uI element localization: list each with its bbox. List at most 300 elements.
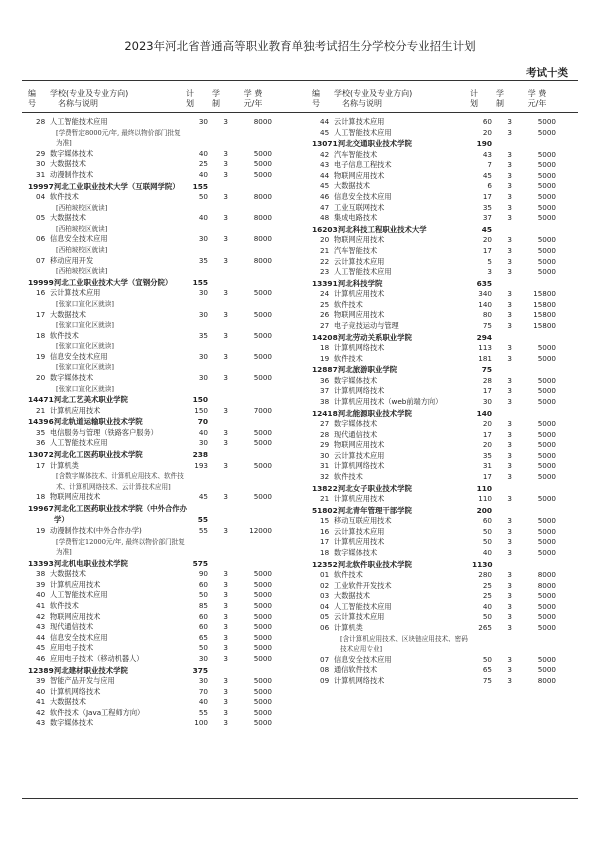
major-code: 45	[320, 181, 330, 191]
major-fee: 5000	[253, 590, 272, 600]
major-fee: 5000	[253, 460, 272, 470]
major-row	[28, 590, 300, 601]
major-fee: 5000	[253, 438, 272, 448]
major-note	[28, 138, 300, 149]
major-fee: 5000	[537, 127, 556, 137]
major-code: 29	[36, 148, 46, 158]
major-name: 云计算技术应用	[334, 612, 385, 622]
major-plan: 30	[198, 309, 208, 319]
major-fee: 5000	[537, 665, 556, 675]
major-row	[312, 128, 584, 139]
major-code: 06	[36, 234, 46, 244]
major-name: 数字媒体技术	[334, 375, 378, 385]
major-code: 40	[36, 686, 46, 696]
major-code: 05	[36, 213, 46, 223]
major-fee: 5000	[537, 170, 556, 180]
major-plan: 37	[482, 213, 492, 223]
major-length: 3	[223, 405, 228, 415]
major-row	[312, 289, 584, 300]
major-fee: 5000	[253, 288, 272, 298]
page-title: 2023年河北省普通高等职业教育单独考试招生分学校分专业招生计划	[124, 39, 476, 53]
major-fee: 5000	[537, 267, 556, 277]
major-plan: 90	[198, 569, 208, 579]
major-code: 05	[320, 612, 330, 622]
major-note	[28, 128, 300, 139]
major-code: 31	[320, 461, 330, 471]
major-fee: 5000	[253, 611, 272, 621]
major-plan: 40	[198, 427, 208, 437]
major-name: 动漫制作技术	[50, 169, 94, 179]
major-row	[312, 548, 584, 559]
major-fee: 5000	[253, 622, 272, 632]
major-plan: 50	[482, 612, 492, 622]
major-row	[28, 310, 300, 321]
major-name: 物联网应用技术	[334, 235, 385, 245]
major-length: 3	[223, 117, 228, 126]
plan-column-left	[28, 117, 300, 729]
major-name: 云计算技术应用	[334, 450, 385, 460]
header-fee-line1: 学 费	[527, 89, 547, 98]
major-name: 物联网应用技术	[50, 492, 101, 502]
major-name: 大数据技术	[50, 213, 86, 223]
major-code: 37	[320, 386, 330, 396]
major-length: 3	[223, 686, 228, 696]
major-row	[312, 257, 584, 268]
major-name: 云计算技术应用	[50, 288, 101, 298]
school-row	[312, 408, 584, 420]
school-plan-total: 375	[192, 665, 208, 675]
major-length: 3	[507, 149, 512, 159]
school-name: 河北科技学院	[338, 278, 383, 288]
major-row	[28, 170, 300, 181]
major-note-text: [含数字媒体技术、计算机应用技术、软件技	[56, 472, 184, 481]
school-plan-total: 45	[481, 224, 492, 234]
major-row	[28, 461, 300, 472]
major-name: 数字媒体技术	[334, 419, 378, 429]
major-name: 动漫制作技术(中外合作办学)	[50, 525, 142, 535]
major-name: 大数据技术	[50, 569, 86, 579]
major-plan: 265	[478, 623, 492, 633]
major-row	[28, 492, 300, 503]
major-name: 物联网应用技术	[334, 440, 385, 450]
school-plan-total: 200	[476, 505, 492, 515]
school-code: 12352	[312, 559, 338, 569]
school-row	[28, 514, 300, 526]
major-length: 3	[507, 461, 512, 471]
major-fee: 7000	[253, 405, 272, 415]
major-code: 18	[36, 330, 46, 340]
major-name: 软件技术（Java工程师方向）	[50, 707, 145, 717]
major-row	[28, 149, 300, 160]
header-plan: 计划	[186, 89, 194, 108]
major-code: 17	[36, 309, 46, 319]
major-length: 3	[223, 255, 228, 265]
major-fee: 15800	[533, 321, 556, 330]
major-length: 3	[223, 460, 228, 470]
major-fee: 5000	[537, 181, 556, 191]
major-length: 3	[507, 267, 512, 277]
major-name: 软件技术	[334, 570, 363, 580]
header-school	[334, 89, 484, 109]
major-name: 信息安全技术应用	[334, 192, 392, 202]
major-fee: 5000	[253, 569, 272, 579]
major-name: 汽车智能技术	[334, 149, 378, 159]
major-code: 21	[320, 245, 330, 255]
major-row	[312, 623, 584, 634]
major-row	[28, 654, 300, 665]
school-name: 河北工艺美术职业学院	[54, 395, 128, 405]
major-name: 软件技术	[334, 353, 363, 363]
school-row	[312, 278, 584, 290]
major-length: 3	[223, 492, 228, 502]
major-name: 云计算技术应用	[334, 526, 385, 536]
major-length: 3	[507, 396, 512, 406]
major-plan: 30	[482, 396, 492, 406]
major-code: 04	[320, 601, 330, 611]
header-length: 学制	[212, 89, 220, 108]
major-fee: 5000	[253, 653, 272, 663]
major-name: 数字媒体技术	[50, 718, 94, 728]
major-plan: 193	[194, 460, 208, 470]
major-length: 3	[507, 321, 512, 330]
major-plan: 50	[482, 526, 492, 536]
major-row	[312, 440, 584, 451]
school-code: 12418	[312, 408, 338, 418]
major-plan: 100	[194, 718, 208, 728]
major-plan: 20	[482, 235, 492, 245]
major-code: 30	[320, 450, 330, 460]
major-row	[28, 676, 300, 687]
major-name: 应用电子技术	[50, 643, 94, 653]
major-note-text: 为准]	[56, 139, 72, 148]
major-plan: 40	[198, 697, 208, 707]
major-length: 3	[223, 707, 228, 717]
major-name: 电信服务与管理（铁路客户服务）	[50, 427, 158, 437]
major-name: 计算机网络技术	[50, 686, 101, 696]
major-fee: 5000	[253, 169, 272, 179]
major-code: 42	[36, 611, 46, 621]
school-code: 13393	[28, 558, 54, 568]
major-code: 39	[36, 579, 46, 589]
major-name: 计算机应用技术（web前端方向）	[334, 396, 443, 406]
major-plan: 50	[198, 643, 208, 653]
major-fee: 5000	[253, 697, 272, 707]
major-row	[28, 643, 300, 654]
major-row	[312, 665, 584, 676]
major-code: 25	[320, 299, 330, 309]
school-code: 16203	[312, 224, 338, 234]
major-length: 3	[507, 299, 512, 309]
school-plan-total: 55	[197, 515, 208, 525]
major-name: 计算机网络技术	[334, 676, 385, 686]
major-plan: 30	[198, 117, 208, 126]
school-code: 51802	[312, 505, 338, 515]
major-length: 3	[507, 450, 512, 460]
major-row	[28, 601, 300, 612]
major-row	[312, 117, 584, 128]
school-plan-total: 1130	[472, 559, 493, 569]
major-plan: 60	[198, 579, 208, 589]
school-name: 河北交通职业技术学院	[338, 139, 412, 149]
major-code: 06	[320, 623, 330, 633]
major-plan: 50	[198, 192, 208, 202]
major-row	[312, 386, 584, 397]
major-fee: 5000	[253, 492, 272, 502]
school-code: 13071	[312, 139, 338, 149]
major-plan: 75	[482, 676, 492, 686]
major-name: 大数据技术	[50, 309, 86, 319]
major-plan: 40	[198, 169, 208, 179]
major-plan: 60	[198, 611, 208, 621]
bottom-rule	[22, 798, 578, 799]
major-name: 信息安全技术应用	[50, 351, 108, 361]
school-name: 河北机电职业技术学院	[54, 558, 128, 568]
major-length: 3	[223, 148, 228, 158]
major-name: 云计算技术应用	[334, 117, 385, 126]
major-code: 28	[320, 429, 330, 439]
major-code: 01	[320, 570, 330, 580]
major-name: 信息安全技术应用	[334, 654, 392, 664]
major-length: 3	[507, 440, 512, 450]
major-plan: 20	[482, 127, 492, 137]
major-fee: 5000	[537, 117, 556, 126]
major-name: 汽车智能技术	[334, 245, 378, 255]
major-name: 现代通信技术	[50, 622, 94, 632]
major-length: 3	[223, 525, 228, 535]
major-plan: 35	[198, 330, 208, 340]
major-code: 41	[36, 600, 46, 610]
major-code: 21	[320, 494, 330, 504]
header-rule	[22, 112, 578, 113]
school-name: 河北化工医药职业技术学院（中外合作办	[54, 503, 188, 513]
major-row	[312, 246, 584, 257]
major-length: 3	[507, 202, 512, 212]
major-length: 3	[507, 472, 512, 482]
major-name: 数字媒体技术	[50, 373, 94, 383]
school-row	[28, 416, 300, 428]
major-plan: 25	[482, 580, 492, 590]
major-length: 3	[507, 654, 512, 664]
major-fee: 5000	[253, 600, 272, 610]
major-row	[312, 516, 584, 527]
major-note	[312, 644, 584, 655]
major-code: 04	[36, 192, 46, 202]
major-plan: 6	[487, 181, 492, 191]
school-plan-total: 70	[197, 417, 208, 427]
major-plan: 75	[482, 321, 492, 330]
major-code: 30	[36, 159, 46, 169]
major-name: 计算机应用技术	[50, 579, 101, 589]
major-length: 3	[507, 526, 512, 536]
major-note-text: [张家口宣化区就读]	[56, 321, 114, 330]
major-name: 人工智能技术应用	[334, 601, 392, 611]
major-length: 3	[507, 289, 512, 299]
major-plan: 5	[487, 256, 492, 266]
major-row	[312, 343, 584, 354]
major-code: 09	[320, 676, 330, 686]
major-code: 43	[36, 622, 46, 632]
school-code: 14396	[28, 417, 54, 427]
major-code: 27	[320, 419, 330, 429]
major-plan: 7	[487, 160, 492, 170]
header-code: 编号	[28, 89, 36, 108]
major-length: 3	[223, 169, 228, 179]
major-name: 计算机类	[50, 460, 79, 470]
major-plan: 60	[482, 516, 492, 526]
major-row	[28, 213, 300, 224]
major-fee: 8000	[537, 676, 556, 686]
major-name: 现代通信技术	[334, 429, 378, 439]
major-fee: 5000	[537, 601, 556, 611]
major-code: 15	[320, 516, 330, 526]
major-length: 3	[223, 159, 228, 169]
major-name: 物联网应用技术	[334, 170, 385, 180]
major-name: 信息安全技术应用	[50, 632, 108, 642]
major-row	[28, 718, 300, 729]
exam-category: 考试十类	[526, 67, 568, 79]
header-code: 编号	[312, 89, 320, 108]
major-note-text: 术、计算机网络技术、云计算技术应用]	[56, 482, 171, 491]
major-code: 43	[36, 718, 46, 728]
major-note-text: [西柏坡校区就读]	[56, 224, 108, 233]
school-code: 19997	[28, 181, 54, 191]
major-code: 16	[36, 288, 46, 298]
major-length: 3	[223, 213, 228, 223]
major-plan: 28	[482, 375, 492, 385]
major-plan: 35	[198, 255, 208, 265]
major-row	[312, 570, 584, 581]
major-fee: 5000	[253, 330, 272, 340]
major-plan: 80	[482, 310, 492, 320]
major-length: 3	[507, 375, 512, 385]
school-row	[28, 181, 300, 193]
major-row	[312, 267, 584, 278]
major-length: 3	[223, 234, 228, 244]
major-fee: 5000	[537, 472, 556, 482]
major-name: 数字媒体技术	[334, 548, 378, 557]
major-length: 3	[507, 601, 512, 611]
plan-column-right	[312, 117, 584, 687]
major-length: 3	[223, 697, 228, 707]
major-row	[312, 203, 584, 214]
major-name: 软件技术	[50, 600, 79, 610]
major-fee: 8000	[253, 255, 272, 265]
major-fee: 5000	[253, 676, 272, 686]
major-fee: 5000	[253, 427, 272, 437]
major-row	[312, 310, 584, 321]
major-plan: 30	[198, 351, 208, 361]
major-length: 3	[507, 192, 512, 202]
school-row	[312, 483, 584, 495]
major-name: 计算机网络技术	[334, 386, 385, 396]
major-name: 计算机应用技术	[50, 405, 101, 415]
major-length: 3	[507, 537, 512, 547]
major-fee: 5000	[253, 718, 272, 728]
major-plan: 55	[198, 525, 208, 535]
major-plan: 65	[198, 632, 208, 642]
major-fee: 15800	[533, 299, 556, 309]
major-name: 人工智能技术应用	[334, 267, 392, 277]
major-plan: 45	[198, 492, 208, 502]
header-school-line1: 学校(专业及专业方向)	[334, 89, 413, 98]
school-row	[312, 559, 584, 571]
major-row	[312, 602, 584, 613]
major-name: 人工智能技术应用	[50, 117, 108, 126]
major-plan: 50	[482, 537, 492, 547]
header-fee-line2: 元/年	[527, 99, 547, 108]
major-length: 3	[223, 611, 228, 621]
major-row	[28, 331, 300, 342]
major-length: 3	[507, 127, 512, 137]
major-row	[312, 537, 584, 548]
major-code: 45	[320, 127, 330, 137]
major-fee: 8000	[253, 234, 272, 244]
major-plan: 140	[478, 299, 492, 309]
major-code: 41	[36, 697, 46, 707]
major-plan: 43	[482, 149, 492, 159]
major-fee: 8000	[253, 117, 272, 126]
major-length: 3	[223, 622, 228, 632]
school-row	[312, 505, 584, 517]
school-plan-total: 155	[192, 277, 208, 287]
major-name: 物联网应用技术	[334, 310, 385, 320]
major-plan: 113	[478, 343, 492, 353]
major-code: 03	[320, 591, 330, 601]
major-code: 40	[36, 590, 46, 600]
major-plan: 17	[482, 472, 492, 482]
major-length: 3	[223, 569, 228, 579]
major-name: 人工智能技术应用	[50, 438, 108, 448]
major-code: 17	[36, 460, 46, 470]
major-row	[28, 352, 300, 363]
major-length: 3	[507, 117, 512, 126]
school-row	[312, 224, 584, 236]
major-plan: 40	[482, 548, 492, 557]
major-row	[312, 591, 584, 602]
header-school-line2: 名称与说明	[58, 99, 98, 108]
major-note	[28, 341, 300, 352]
major-row	[28, 687, 300, 698]
major-code: 26	[320, 310, 330, 320]
major-row	[28, 580, 300, 591]
school-plan-total: 635	[476, 278, 492, 288]
major-plan: 17	[482, 386, 492, 396]
major-note	[28, 384, 300, 395]
major-code: 44	[36, 632, 46, 642]
major-note	[28, 537, 300, 548]
major-fee: 5000	[537, 396, 556, 406]
school-code: 13072	[28, 450, 54, 460]
major-code: 44	[320, 117, 330, 126]
major-code: 45	[36, 643, 46, 653]
major-name: 移动应用开发	[50, 255, 94, 265]
major-plan: 30	[198, 288, 208, 298]
major-plan: 3	[487, 267, 492, 277]
major-fee: 5000	[537, 192, 556, 202]
major-note-text: [张家口宣化区就读]	[56, 299, 114, 308]
major-fee: 5000	[537, 386, 556, 396]
major-plan: 65	[482, 665, 492, 675]
major-length: 3	[223, 438, 228, 448]
major-plan: 30	[198, 676, 208, 686]
major-fee: 5000	[537, 235, 556, 245]
major-row	[28, 697, 300, 708]
major-code: 20	[36, 373, 46, 383]
header-length: 学制	[496, 89, 504, 108]
major-length: 3	[507, 429, 512, 439]
major-plan: 50	[482, 654, 492, 664]
major-name: 计算机应用技术	[334, 494, 385, 504]
